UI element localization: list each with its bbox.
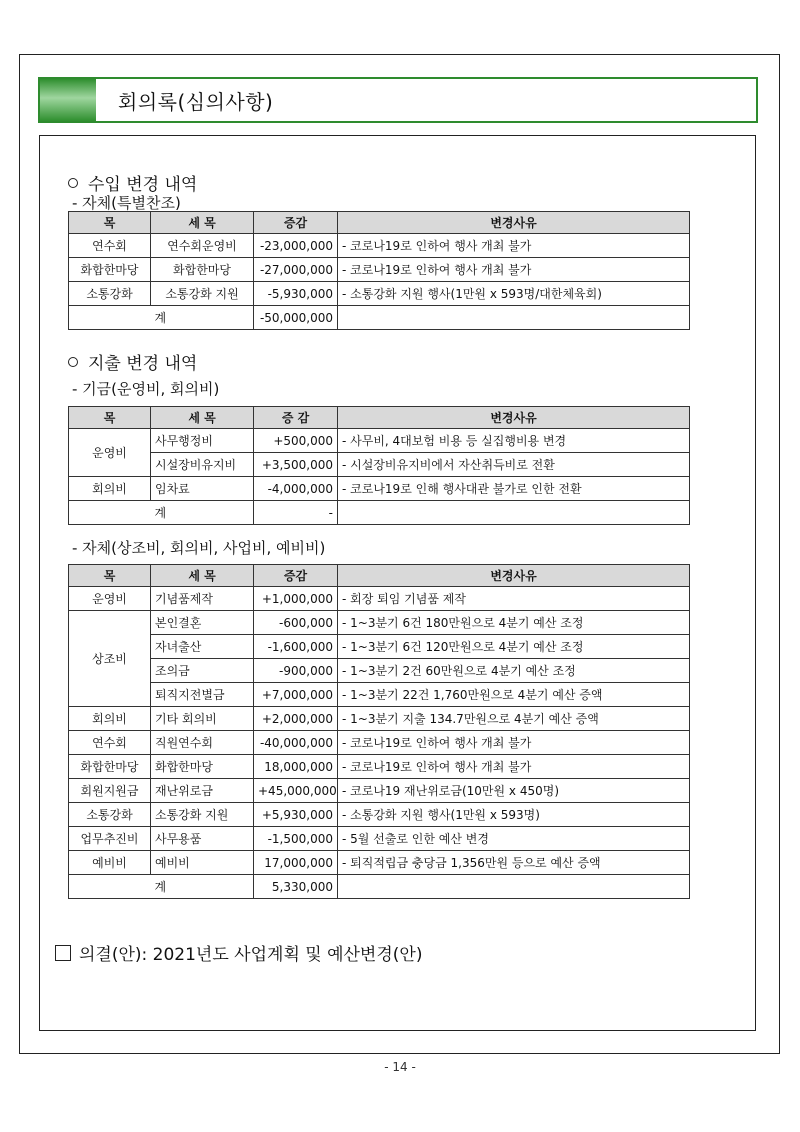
cell-empty bbox=[338, 306, 690, 330]
total-value: 5,330,000 bbox=[254, 875, 338, 899]
expense-self-table bbox=[68, 564, 690, 899]
header-green-block bbox=[40, 79, 96, 121]
col-header: 세 목 bbox=[151, 565, 254, 587]
cell: -600,000 bbox=[254, 611, 338, 635]
cell: 회의비 bbox=[69, 477, 151, 501]
table-row bbox=[69, 827, 690, 851]
cell: -5,930,000 bbox=[254, 282, 338, 306]
total-label: 계 bbox=[151, 501, 254, 525]
col-header: 세 목 bbox=[151, 407, 254, 429]
cell: 기념품제작 bbox=[151, 587, 254, 611]
col-header: 변경사유 bbox=[338, 407, 690, 429]
table-row bbox=[69, 429, 690, 453]
expense-fund-table bbox=[68, 406, 690, 525]
cell: 조의금 bbox=[151, 659, 254, 683]
col-header: 증 감 bbox=[254, 407, 338, 429]
table-row bbox=[69, 282, 690, 306]
cell: 재난위로금 bbox=[151, 779, 254, 803]
checkbox-icon bbox=[55, 945, 71, 961]
total-label: 계 bbox=[151, 875, 254, 899]
cell: -1,500,000 bbox=[254, 827, 338, 851]
table-row bbox=[69, 611, 690, 635]
table-row bbox=[69, 779, 690, 803]
cell: +500,000 bbox=[254, 429, 338, 453]
cell: - 1~3분기 6건 120만원으로 4분기 예산 조정 bbox=[338, 635, 690, 659]
cell: 18,000,000 bbox=[254, 755, 338, 779]
col-header: 증감 bbox=[254, 212, 338, 234]
cell-empty bbox=[69, 875, 151, 899]
cell: 소통강화 지원 bbox=[151, 803, 254, 827]
cell: - 코로나19로 인하여 행사 개최 불가 bbox=[338, 731, 690, 755]
cell: - 5월 선출로 인한 예산 변경 bbox=[338, 827, 690, 851]
cell: 자녀출산 bbox=[151, 635, 254, 659]
cell: 퇴직지전별금 bbox=[151, 683, 254, 707]
cell: 연수회 bbox=[69, 731, 151, 755]
cell: - 1~3분기 22건 1,760만원으로 4분기 예산 증액 bbox=[338, 683, 690, 707]
cell: 직원연수회 bbox=[151, 731, 254, 755]
col-header: 세 목 bbox=[151, 212, 254, 234]
cell: - 코로나19 재난위로금(10만원 x 450명) bbox=[338, 779, 690, 803]
cell: - 1~3분기 2건 60만원으로 4분기 예산 조정 bbox=[338, 659, 690, 683]
cell-empty bbox=[338, 501, 690, 525]
income-table bbox=[68, 211, 690, 330]
col-header: 목 bbox=[69, 565, 151, 587]
page-number: - 14 - bbox=[384, 1060, 416, 1074]
cell: - 1~3분기 지출 134.7만원으로 4분기 예산 증액 bbox=[338, 707, 690, 731]
resolution-text: 의결(안): 2021년도 사업계획 및 예산변경(안) bbox=[79, 945, 423, 965]
cell: 회의비 bbox=[69, 707, 151, 731]
cell: 예비비 bbox=[69, 851, 151, 875]
table-row bbox=[69, 659, 690, 683]
table-row bbox=[69, 234, 690, 258]
income-heading-text: 수입 변경 내역 bbox=[88, 175, 198, 195]
total-label: 계 bbox=[151, 306, 254, 330]
table-row bbox=[69, 707, 690, 731]
cell: +2,000,000 bbox=[254, 707, 338, 731]
col-header: 목 bbox=[69, 212, 151, 234]
resolution-line bbox=[55, 940, 422, 965]
cell: -27,000,000 bbox=[254, 258, 338, 282]
cell: 업무추진비 bbox=[69, 827, 151, 851]
cell: -900,000 bbox=[254, 659, 338, 683]
section-header bbox=[38, 77, 758, 123]
table-total-row bbox=[69, 501, 690, 525]
cell: - 소통강화 지원 행사(1만원 x 593명) bbox=[338, 803, 690, 827]
cell-empty bbox=[69, 306, 151, 330]
cell: 본인결혼 bbox=[151, 611, 254, 635]
cell: 화합한마당 bbox=[69, 258, 151, 282]
cell: - 코로나19로 인해 행사대관 불가로 인한 전환 bbox=[338, 477, 690, 501]
table-row bbox=[69, 731, 690, 755]
table-total-row bbox=[69, 875, 690, 899]
expense-subheading-fund: - 기금(운영비, 회의비) bbox=[72, 380, 220, 398]
table-row bbox=[69, 258, 690, 282]
cell: - 코로나19로 인하여 행사 개최 불가 bbox=[338, 234, 690, 258]
cell: 소통강화 bbox=[69, 282, 151, 306]
total-value: -50,000,000 bbox=[254, 306, 338, 330]
cell: 소통강화 bbox=[69, 803, 151, 827]
cell: - 1~3분기 6건 180만원으로 4분기 예산 조정 bbox=[338, 611, 690, 635]
expense-subheading-self: - 자체(상조비, 회의비, 사업비, 예비비) bbox=[72, 539, 326, 557]
total-value: - bbox=[254, 501, 338, 525]
cell: +45,000,000 bbox=[254, 779, 338, 803]
cell: - 회장 퇴임 기념품 제작 bbox=[338, 587, 690, 611]
cell: -1,600,000 bbox=[254, 635, 338, 659]
table-row bbox=[69, 477, 690, 501]
cell: 시설장비유지비 bbox=[151, 453, 254, 477]
cell: 화합한마당 bbox=[69, 755, 151, 779]
cell: -4,000,000 bbox=[254, 477, 338, 501]
cell: - 코로나19로 인하여 행사 개최 불가 bbox=[338, 258, 690, 282]
table-row bbox=[69, 755, 690, 779]
bullet-circle-icon bbox=[68, 178, 78, 188]
cell: 임차료 bbox=[151, 477, 254, 501]
col-header: 변경사유 bbox=[338, 212, 690, 234]
col-header: 목 bbox=[69, 407, 151, 429]
cell: 회원지원금 bbox=[69, 779, 151, 803]
expense-heading-text: 지출 변경 내역 bbox=[88, 354, 198, 374]
table-total-row bbox=[69, 306, 690, 330]
cell: 사무용품 bbox=[151, 827, 254, 851]
cell: -23,000,000 bbox=[254, 234, 338, 258]
table-row bbox=[69, 587, 690, 611]
table-row bbox=[69, 851, 690, 875]
cell: 17,000,000 bbox=[254, 851, 338, 875]
bullet-circle-icon bbox=[68, 357, 78, 367]
group-cell: 운영비 bbox=[69, 429, 151, 477]
cell: 사무행정비 bbox=[151, 429, 254, 453]
table-header-row bbox=[69, 565, 690, 587]
cell: 화합한마당 bbox=[151, 258, 254, 282]
table-row bbox=[69, 635, 690, 659]
table-header-row bbox=[69, 407, 690, 429]
cell: 화합한마당 bbox=[151, 755, 254, 779]
table-row bbox=[69, 453, 690, 477]
cell: - 코로나19로 인하여 행사 개최 불가 bbox=[338, 755, 690, 779]
cell: +7,000,000 bbox=[254, 683, 338, 707]
cell: +3,500,000 bbox=[254, 453, 338, 477]
cell: 운영비 bbox=[69, 587, 151, 611]
cell: +1,000,000 bbox=[254, 587, 338, 611]
cell: 예비비 bbox=[151, 851, 254, 875]
cell: - 시설장비유지비에서 자산취득비로 전환 bbox=[338, 453, 690, 477]
cell-empty bbox=[69, 501, 151, 525]
cell: 연수회운영비 bbox=[151, 234, 254, 258]
table-row bbox=[69, 803, 690, 827]
income-subheading: - 자체(특별찬조) bbox=[72, 194, 181, 212]
cell: - 소통강화 지원 행사(1만원 x 593명/대한체육회) bbox=[338, 282, 690, 306]
cell: - 사무비, 4대보험 비용 등 실집행비용 변경 bbox=[338, 429, 690, 453]
cell-empty bbox=[338, 875, 690, 899]
header-title: 회의록(심의사항) bbox=[118, 90, 274, 114]
col-header: 변경사유 bbox=[338, 565, 690, 587]
cell: - 퇴직적립금 충당금 1,356만원 등으로 예산 증액 bbox=[338, 851, 690, 875]
cell: 연수회 bbox=[69, 234, 151, 258]
group-cell: 상조비 bbox=[69, 611, 151, 707]
expense-heading bbox=[68, 349, 197, 374]
table-row bbox=[69, 683, 690, 707]
col-header: 증감 bbox=[254, 565, 338, 587]
table-header-row bbox=[69, 212, 690, 234]
cell: -40,000,000 bbox=[254, 731, 338, 755]
cell: +5,930,000 bbox=[254, 803, 338, 827]
cell: 소통강화 지원 bbox=[151, 282, 254, 306]
cell: 기타 회의비 bbox=[151, 707, 254, 731]
